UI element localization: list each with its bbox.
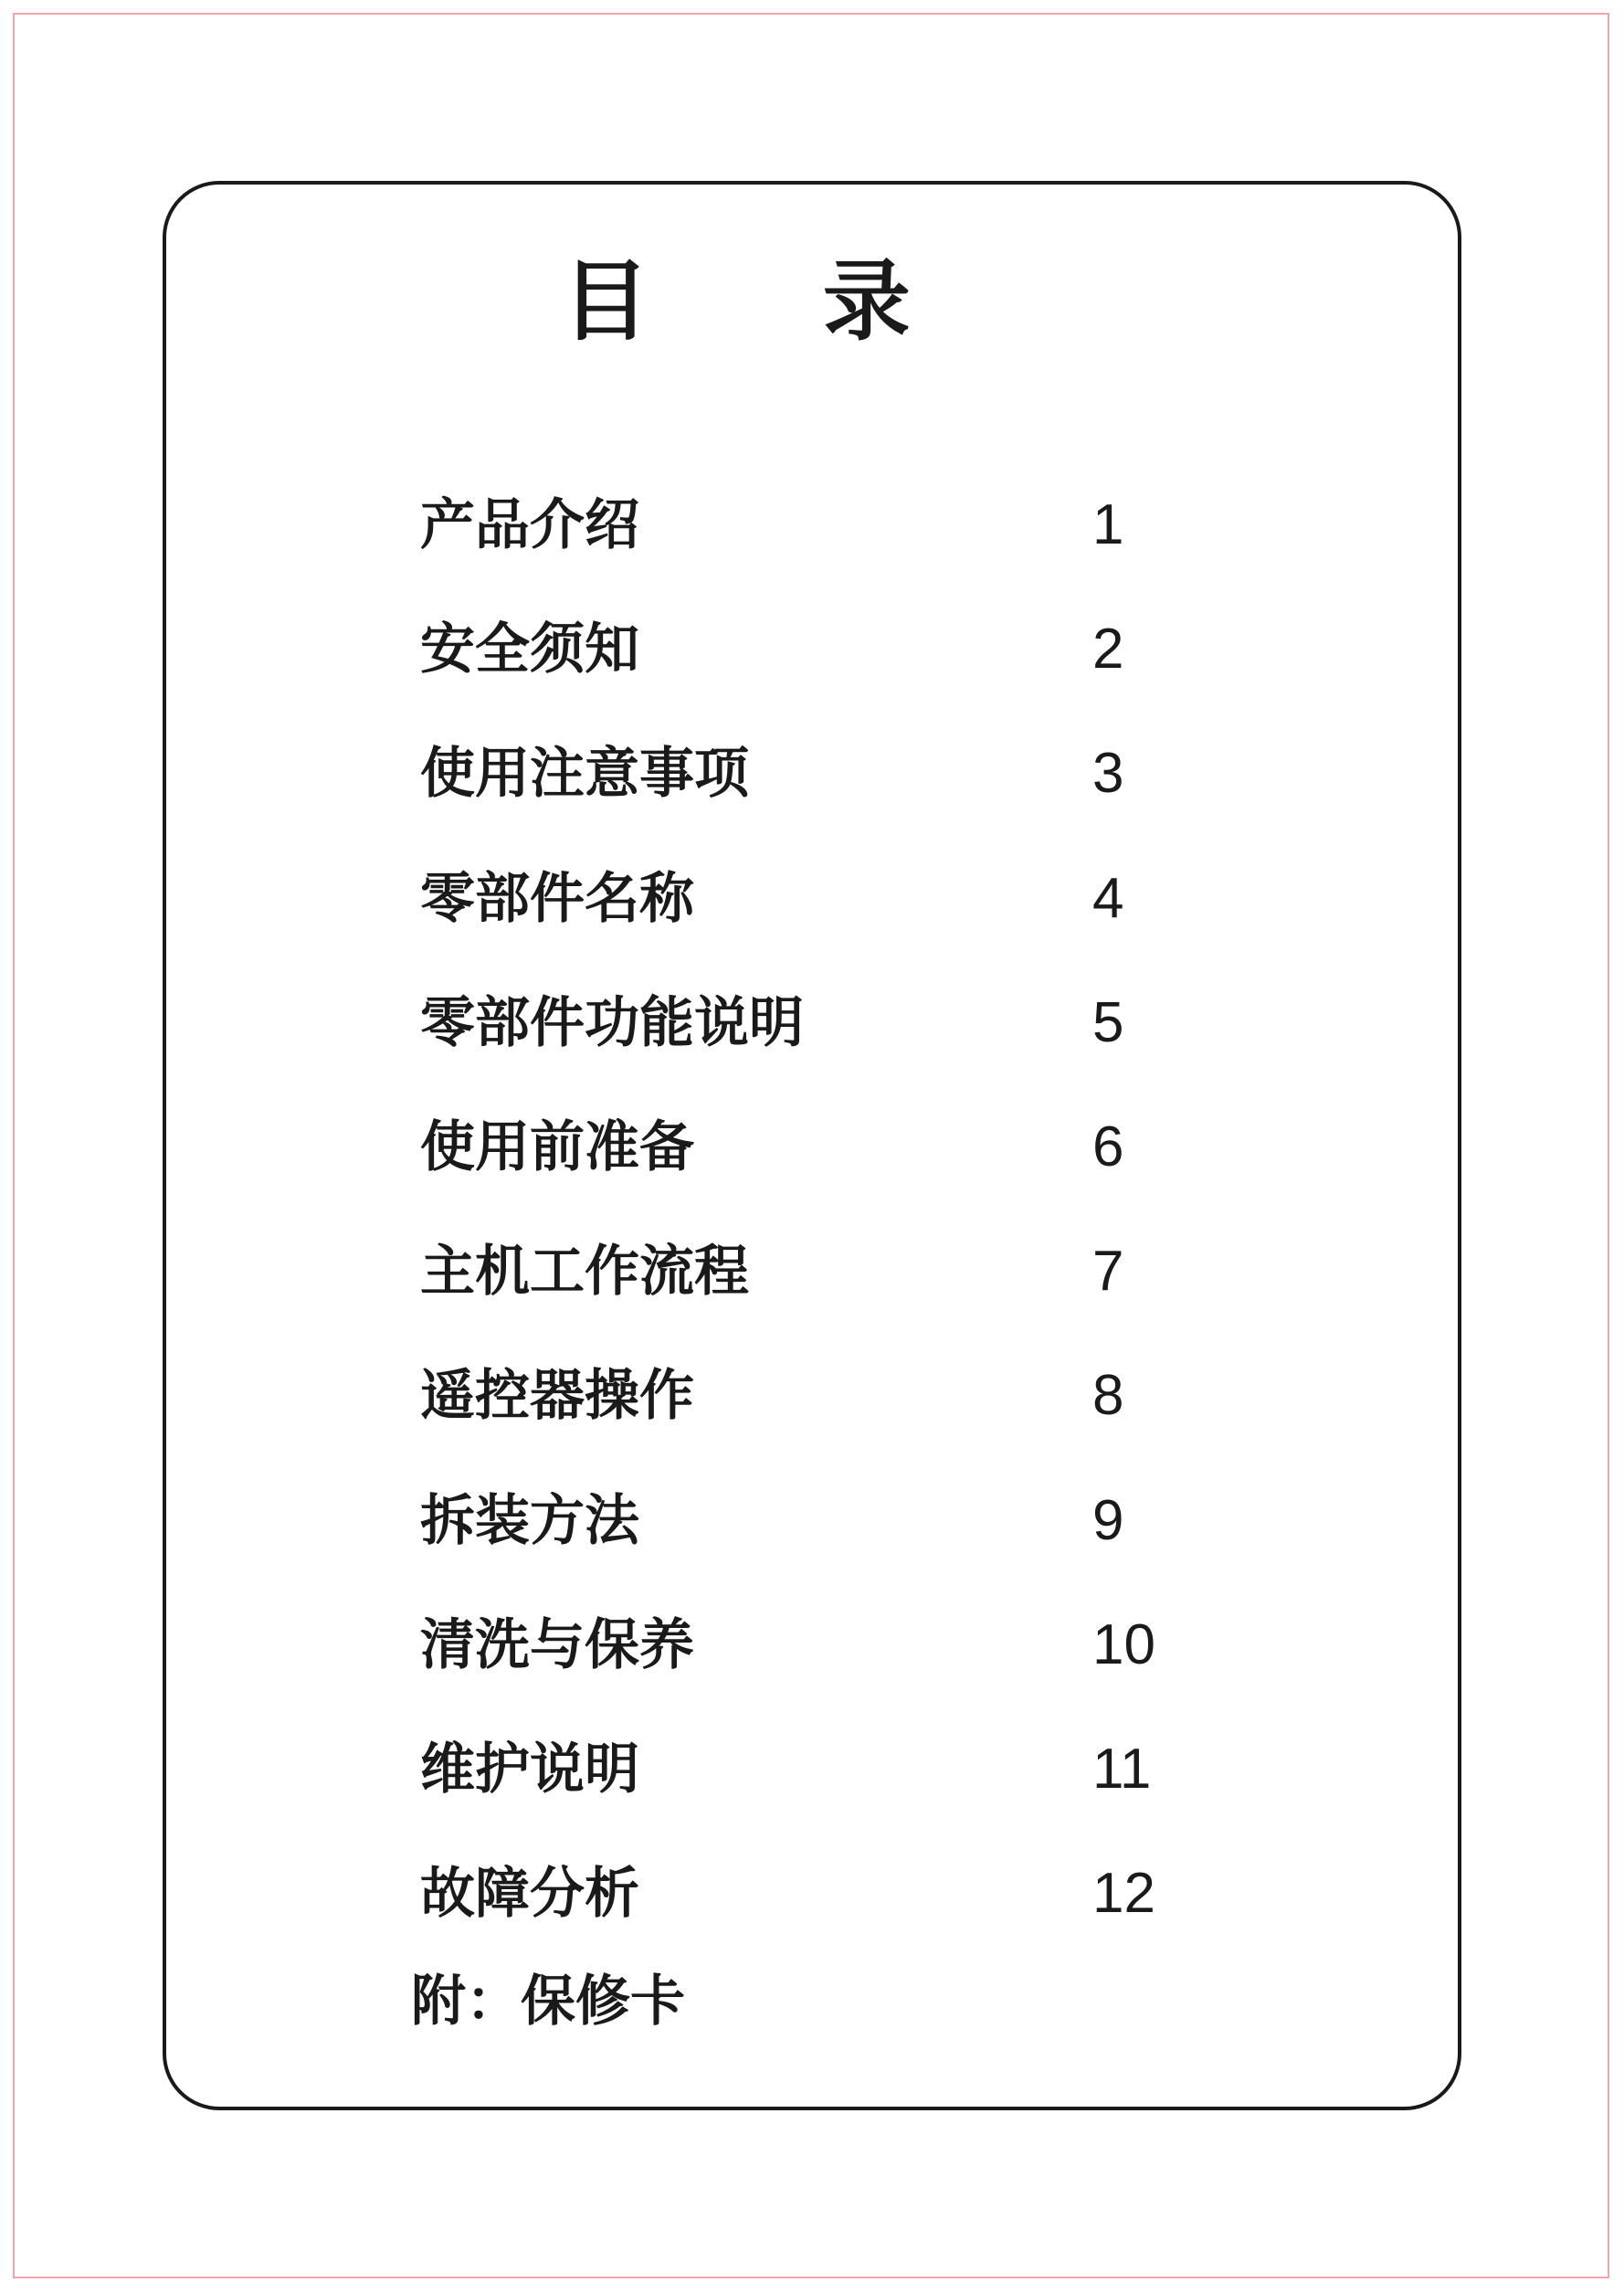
toc-entry-label: 维护说明 bbox=[420, 1737, 639, 1802]
toc-entry-page: 7 bbox=[1092, 1240, 1124, 1304]
toc-entry-page: 10 bbox=[1092, 1612, 1155, 1676]
toc-entry-page: 12 bbox=[1092, 1862, 1155, 1926]
toc-entry[interactable] bbox=[420, 1854, 1242, 1979]
toc-entry[interactable] bbox=[420, 1108, 1242, 1232]
toc-entry[interactable] bbox=[420, 486, 1242, 610]
toc-entry-label: 拆装方法 bbox=[420, 1488, 639, 1553]
toc-entry[interactable] bbox=[420, 1482, 1242, 1606]
toc-entry[interactable] bbox=[420, 1232, 1242, 1357]
toc-entry-page: 2 bbox=[1092, 618, 1124, 682]
toc-entry-label: 清洗与保养 bbox=[420, 1612, 694, 1677]
toc-entry[interactable] bbox=[420, 734, 1242, 859]
toc-entry-label: 故障分析 bbox=[420, 1862, 639, 1927]
toc-entry-page: 8 bbox=[1092, 1364, 1124, 1428]
toc-entry[interactable] bbox=[420, 1606, 1242, 1730]
appendix-warranty-card[interactable]: 附：保修卡 bbox=[411, 1970, 685, 2034]
toc-entry-page: 5 bbox=[1092, 990, 1124, 1054]
toc-entry-page: 1 bbox=[1092, 493, 1124, 556]
toc-entry[interactable] bbox=[420, 1730, 1242, 1854]
toc-entry[interactable] bbox=[420, 984, 1242, 1108]
toc-entry[interactable] bbox=[420, 1357, 1242, 1481]
page-title: 目 录 bbox=[562, 250, 982, 353]
toc-entry-label: 遥控器操作 bbox=[420, 1364, 694, 1429]
toc-entry-label: 使用前准备 bbox=[420, 1115, 694, 1179]
toc-entry[interactable] bbox=[420, 610, 1242, 734]
toc-entry-label: 安全须知 bbox=[420, 618, 639, 682]
toc-list bbox=[420, 486, 1242, 1979]
toc-entry-page: 6 bbox=[1092, 1115, 1124, 1178]
toc-entry-page: 11 bbox=[1092, 1737, 1152, 1801]
toc-entry-label: 使用注意事项 bbox=[420, 742, 749, 807]
toc-entry-label: 零部件名称 bbox=[420, 866, 694, 931]
toc-entry-label: 主机工作流程 bbox=[420, 1240, 749, 1305]
toc-entry-page: 4 bbox=[1092, 866, 1124, 930]
toc-entry-label: 产品介绍 bbox=[420, 493, 639, 557]
toc-entry[interactable] bbox=[420, 860, 1242, 984]
toc-entry-page: 9 bbox=[1092, 1488, 1124, 1552]
toc-entry-page: 3 bbox=[1092, 742, 1124, 806]
toc-entry-label: 零部件功能说明 bbox=[420, 990, 804, 1055]
